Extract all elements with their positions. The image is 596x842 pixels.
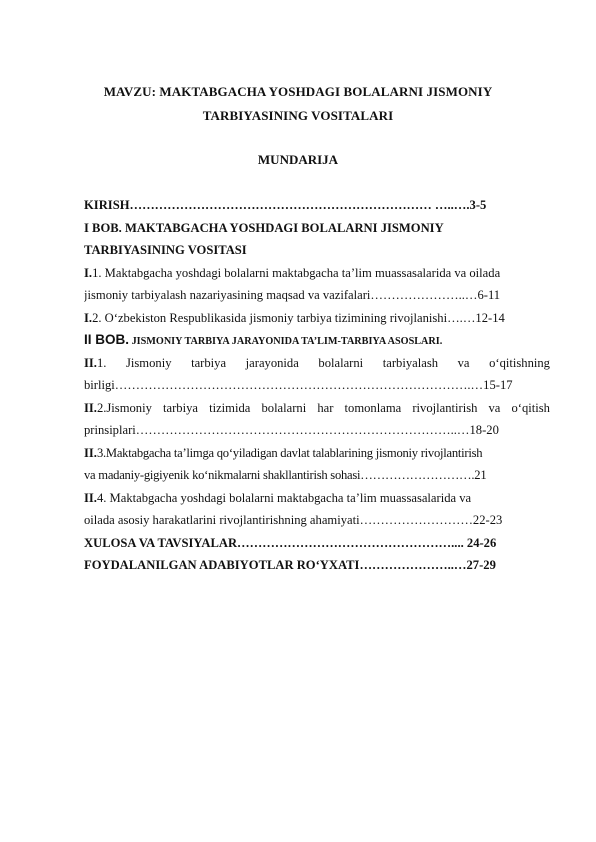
toc-entry-2-2-cont: prinsiplari…………………………………………………………………..…18-20 (84, 423, 499, 437)
toc-entry-text: 3.Maktabgacha ta’limga qo‘yiladigan davlat talablarining jismoniy rivojlantirish (96, 445, 483, 460)
toc-word: har (317, 400, 334, 415)
toc-entry-number: II. (84, 445, 97, 460)
toc-word: Jismoniy (126, 355, 172, 370)
toc-entry-number: II. (84, 400, 97, 415)
toc-word: bolalarni (318, 355, 364, 370)
toc-entry-2-1 (84, 352, 550, 375)
toc-entry-kirish: KIRISH……………………………………………………………… …..….3-5 (84, 198, 487, 212)
toc-word: tomonlama (344, 400, 402, 415)
toc-entry-2-3-cont: va madaniy-gigiyenik ko‘nikmalarni shakllantirish sohasi……………………….21 (84, 468, 487, 482)
toc-word: o‘qitish (511, 400, 550, 415)
toc-chapter-prefix: II BOB. (84, 332, 130, 347)
toc-entry-text: 1. Maktabgacha yoshdagi bolalarni maktabgacha ta’lim muassasalarida va oilada (92, 265, 501, 280)
toc-entry-number: II. (84, 490, 97, 505)
toc-word: tarbiyalash (382, 355, 439, 370)
toc-word: tarbiya (163, 400, 198, 415)
toc-entry-2-1-cont: birligi………………………………………………………………………….…15-17 (84, 378, 513, 392)
toc-word: jarayonida (245, 355, 299, 370)
toc-word: tarbiya (191, 355, 227, 370)
toc-entry-1-1-cont: jismoniy tarbiyalash nazariyasining maqsad va vazifalari…………………..…6-11 (84, 288, 501, 302)
toc-chapter-text: JISMONIY TARBIYA JARAYONIDA TA’LIM-TARBIYA ASOSLARI. (129, 336, 443, 347)
toc-chapter-1-line-1: I BOB. MAKTABGACHA YOSHDAGI BOLALARNI JISMONIY (84, 220, 444, 235)
title-line-1: MAVZU: MAKTABGACHA YOSHDAGI BOLALARNI JISMONIY (103, 84, 493, 99)
toc-chapter-1-line-2: TARBIYASINING VOSITASI (84, 243, 247, 257)
toc-entry-number: II. (84, 355, 97, 370)
toc-entry-number: I. (84, 310, 93, 325)
toc-entry-1-2 (84, 307, 550, 330)
toc-entry-2-3 (84, 442, 550, 465)
toc-entry-text: 4. Maktabgacha yoshdagi bolalarni maktabgacha ta’lim muassasalarida va (96, 490, 472, 505)
toc-entry-1-1 (84, 262, 550, 285)
toc-entry-adabiyotlar: FOYDALANILGAN ADABIYOTLAR RO‘YXATI…………………..…27-29 (84, 558, 496, 572)
toc-word: va (488, 400, 501, 415)
toc-word (84, 397, 152, 420)
toc-word (84, 352, 106, 375)
toc-word-text: 1. (96, 355, 107, 370)
toc-entry-2-4 (84, 487, 550, 510)
toc-word-text: 2.Jismoniy (96, 400, 152, 415)
toc-chapter-2 (84, 329, 550, 352)
toc-entry-2-4-cont: oilada asosiy harakatlarini rivojlantirishning ahamiyati………………………22-23 (84, 513, 503, 527)
toc-entry-xulosa: XULOSA VA TAVSIYALAR…………………………………………….... 24-26 (84, 535, 497, 550)
contents-heading: MUNDARIJA (257, 152, 339, 167)
toc-word: tizimida (209, 400, 251, 415)
document-title (60, 80, 536, 128)
toc-entry-number: I. (84, 265, 93, 280)
toc-word: o‘qitishning (489, 355, 550, 370)
toc-entry-2-2 (84, 397, 550, 420)
table-of-contents (84, 176, 550, 577)
toc-word: rivojlantirish (412, 400, 478, 415)
toc-word: va (457, 355, 470, 370)
toc-word: bolalarni (261, 400, 307, 415)
title-line-2: TARBIYASINING VOSITALARI (202, 108, 394, 123)
toc-entry-text: 2. O‘zbekiston Respublikasida jismoniy tarbiya tizimining rivojlanishi….…12-14 (92, 310, 505, 325)
